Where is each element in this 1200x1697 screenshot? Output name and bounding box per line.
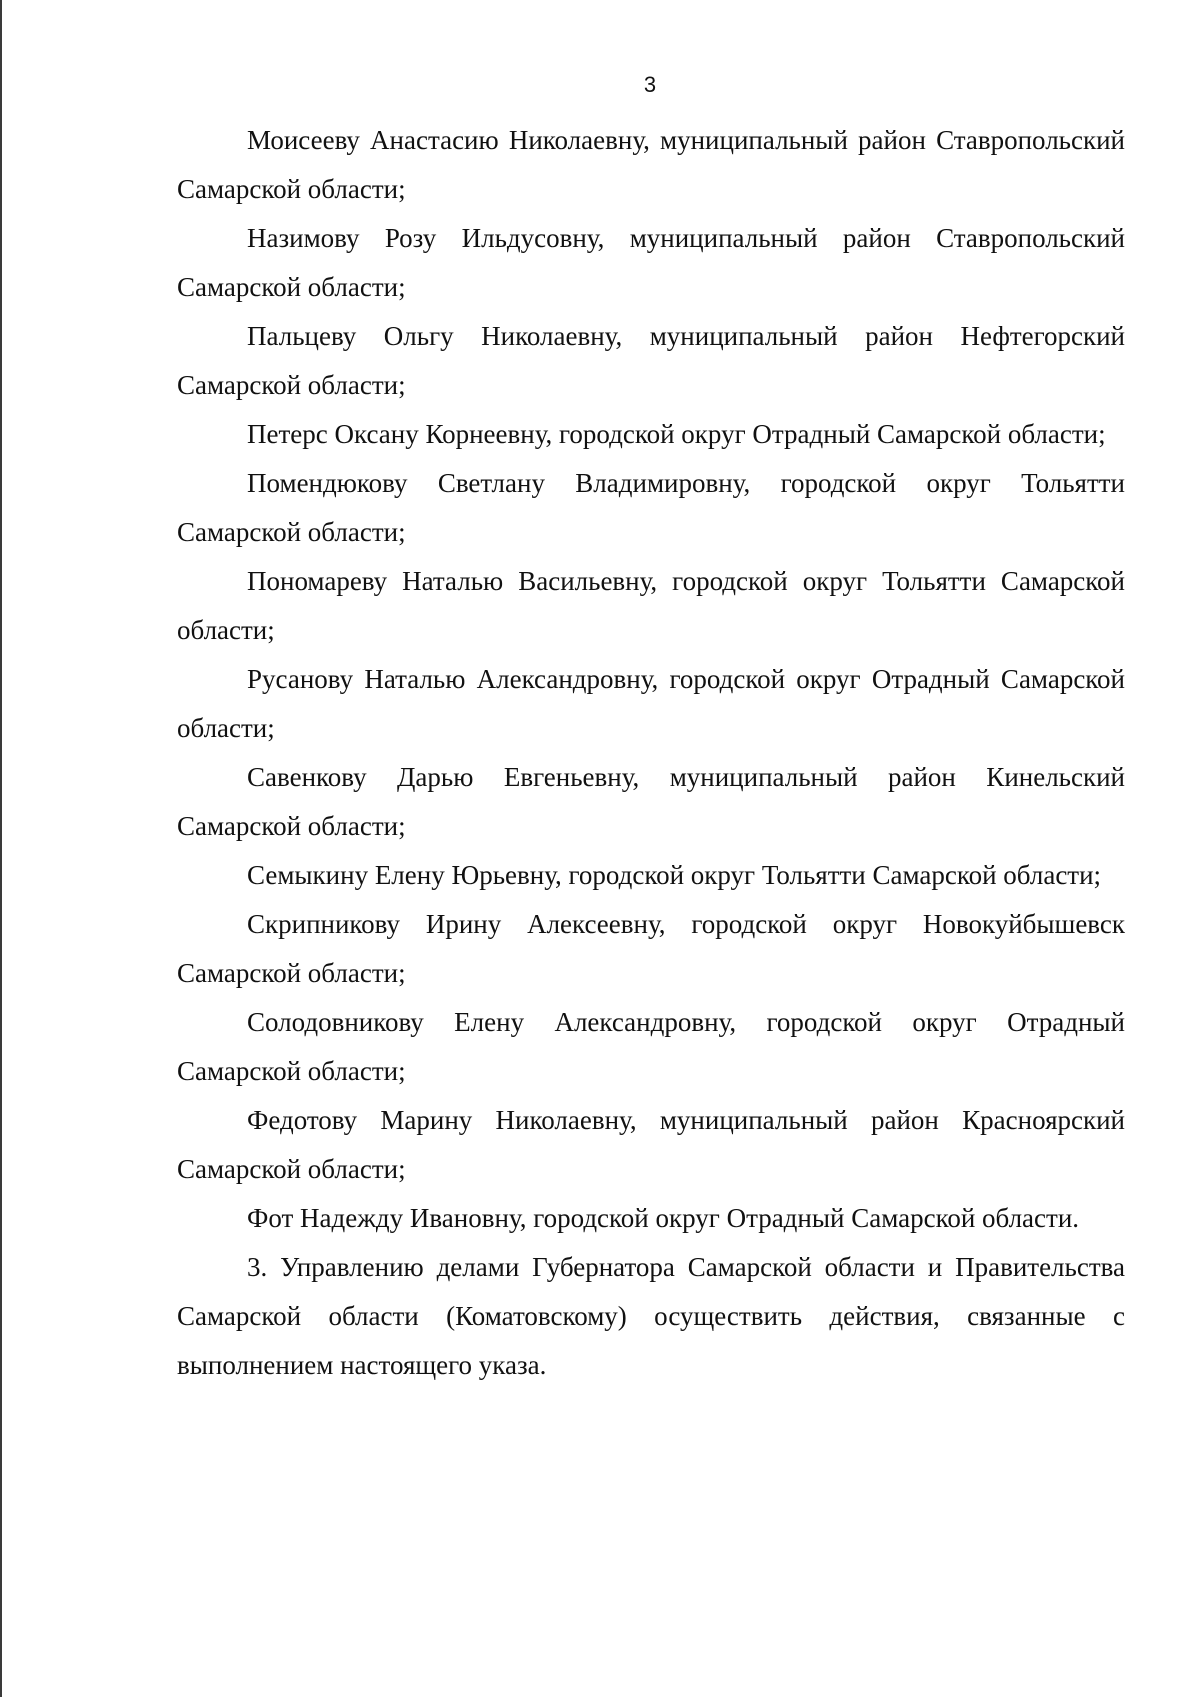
page-number: 3 [643,72,657,97]
entry-paragraph: Семыкину Елену Юрьевну, городской округ Тольятти Самарской области; [247,860,1102,890]
entry-paragraph: Фот Надежду Ивановну, городской округ Отрадный Самарской области. [247,1203,1080,1233]
entry-paragraph: Петерс Оксану Корнеевну, городской округ Отрадный Самарской области; [247,419,1106,449]
clause-3-paragraph: 3. Управлению делами Губернатора Самарской области и Правительства Самарской области (Коматовскому) осуществить действия, связанные с выполнением настоящего указа. [177,1252,1125,1380]
scan-edge-line [0,0,2,1697]
entry-paragraph: Назимову Розу Ильдусовну, муниципальный район Ставропольский Самарской области; [177,223,1125,302]
entry-paragraph: Савенкову Дарью Евгеньевну, муниципальный район Кинельский Самарской области; [177,762,1125,841]
entry-paragraph: Пономареву Наталью Васильевну, городской округ Тольятти Самарской области; [177,566,1125,645]
entry-paragraph: Моисееву Анастасию Николаевну, муниципальный район Ставропольский Самарской области; [177,125,1125,204]
entry-paragraph: Пальцеву Ольгу Николаевну, муниципальный район Нефтегорский Самарской области; [177,321,1125,400]
entry-paragraph: Русанову Наталью Александровну, городской округ Отрадный Самарской области; [177,664,1125,743]
entry-paragraph: Солодовникову Елену Александровну, городской округ Отрадный Самарской области; [177,1007,1125,1086]
document-body [177,116,1125,1390]
entry-paragraph: Федотову Марину Николаевну, муниципальный район Красноярский Самарской области; [177,1105,1125,1184]
entry-paragraph: Скрипникову Ирину Алексеевну, городской округ Новокуйбышевск Самарской области; [177,909,1125,988]
entry-paragraph: Помендюкову Светлану Владимировну, городской округ Тольятти Самарской области; [177,468,1125,547]
